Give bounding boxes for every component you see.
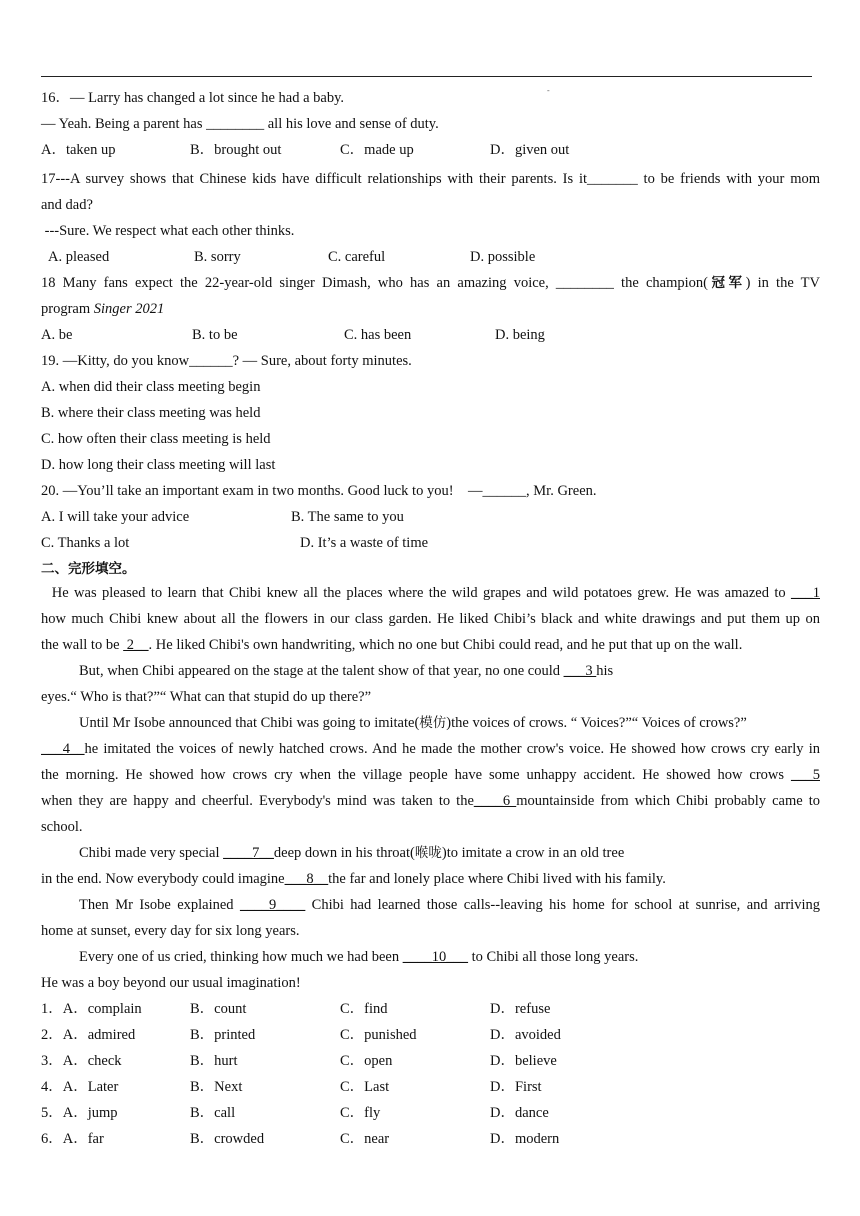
- passage-p2-line1: But, when Chibi appeared on the stage at the talent show of that year, no one could ___3 his: [79, 663, 614, 679]
- q17-stem-line2: and dad?: [41, 197, 93, 213]
- cloze-4-option-c: C．Last: [340, 1079, 390, 1095]
- q16-option-b: B．brought out: [190, 142, 282, 158]
- cloze-6-option-a: 6．A．far: [41, 1131, 104, 1147]
- cloze-1-option-d: D．refuse: [490, 1001, 551, 1017]
- q18-option-b: B. to be: [192, 327, 238, 343]
- cloze-4-option-a: 4．A．Later: [41, 1079, 119, 1095]
- cloze-2-option-b: B．printed: [190, 1027, 256, 1043]
- blank-4: ___4__: [41, 741, 85, 757]
- cloze-1-option-b: B．count: [190, 1001, 247, 1017]
- passage-p1-line2: how much Chibi knew about all the flowers in our class garden. He liked Chibi’s black and white drawings and put them up on: [41, 611, 820, 627]
- cloze-3-option-c: C．open: [340, 1053, 393, 1069]
- cloze-5-option-d: D．dance: [490, 1105, 549, 1121]
- cloze-3-option-b: B．hurt: [190, 1053, 238, 1069]
- q20-option-a: A. I will take your advice: [41, 509, 190, 525]
- cloze-2-option-a: 2．A．admired: [41, 1027, 136, 1043]
- q18-stem-line1: 18 Many fans expect the 22-year-old singer Dimash, who has an amazing voice, ________ the champion(冠军) in the TV: [41, 275, 820, 291]
- q16-stem: 16．— Larry has changed a lot since he had a baby.: [41, 90, 345, 106]
- q20-option-d: D. It’s a waste of time: [300, 535, 429, 551]
- passage-p1-line3: the wall to be 2__. He liked Chibi's own handwriting, which no one but Chibi could read, and he put that up on the wall.: [41, 637, 743, 653]
- passage-p3-line1: Until Mr Isobe announced that Chibi was going to imitate(模仿)the voices of crows. “ Voices?”“ Voices of crows?”: [79, 715, 747, 731]
- passage-p1-line1: He was pleased to learn that Chibi knew all the places where the wild grapes and wild potatoes grew. He was amazed to ___1: [41, 585, 820, 601]
- q16-option-c: C．made up: [340, 142, 414, 158]
- header-tick: -: [547, 86, 550, 95]
- cloze-5-option-a: 5．A．jump: [41, 1105, 118, 1121]
- q16-option-d: D．given out: [490, 142, 570, 158]
- q19-stem: 19. —Kitty, do you know______? — Sure, about forty minutes.: [41, 353, 412, 369]
- q17-option-d: D. possible: [470, 249, 536, 265]
- blank-2: 2__: [123, 637, 149, 653]
- passage-p6-line2: He was a boy beyond our usual imagination!: [41, 975, 301, 991]
- q18-stem-line2: program Singer 2021: [41, 301, 165, 317]
- cloze-1-option-c: C．find: [340, 1001, 388, 1017]
- cloze-6-option-d: D．modern: [490, 1131, 560, 1147]
- passage-p5-line1: Then Mr Isobe explained ____9____ Chibi had learned those calls--leaving his home for school at sunrise, and arriving: [79, 897, 820, 913]
- q17-option-a: A. pleased: [48, 249, 110, 265]
- passage-p3-line5: school.: [41, 819, 83, 835]
- q17-reply: ---Sure. We respect what each other thinks.: [41, 223, 295, 239]
- q20-option-c: C. Thanks a lot: [41, 535, 130, 551]
- q18-option-c: C. has been: [344, 327, 412, 343]
- passage-p4-line1: Chibi made very special ____7__deep down in his throat(喉咙)to imitate a crow in an old tree: [79, 845, 625, 861]
- blank-5: ___5: [791, 767, 820, 783]
- q20-option-b: B. The same to you: [291, 509, 404, 525]
- cloze-6-option-c: C．near: [340, 1131, 390, 1147]
- cloze-4-option-b: B．Next: [190, 1079, 243, 1095]
- passage-p3-line3: the morning. He showed how crows cry when the village people have some unhappy accident. He showed how crows ___5: [41, 767, 820, 783]
- cloze-2-option-d: D．avoided: [490, 1027, 561, 1043]
- gloss-throat: 喉咙: [414, 845, 442, 861]
- cloze-3-option-d: D．believe: [490, 1053, 557, 1069]
- blank-7: ____7__: [223, 845, 274, 861]
- blank-10: ____10___: [402, 949, 468, 965]
- q19-option-a: A. when did their class meeting begin: [41, 379, 261, 395]
- section-heading: 二、完形填空。: [41, 561, 136, 577]
- q20-stem: 20. —You’ll take an important exam in two months. Good luck to you! —______, Mr. Green.: [41, 483, 597, 499]
- q19-option-b: B. where their class meeting was held: [41, 405, 261, 421]
- passage-p3-line2: ___4__he imitated the voices of newly hatched crows. And he made the mother crow's voice. He showed how crows cry early in: [41, 741, 820, 757]
- passage-p2-line2: eyes.“ Who is that?”“ What can that stupid do up there?”: [41, 689, 372, 705]
- blank-6: ____6: [473, 793, 517, 809]
- gloss-imitate: 模仿: [419, 715, 447, 731]
- q18-option-a: A. be: [41, 327, 73, 343]
- blank-1: ___1: [791, 585, 820, 601]
- cloze-5-option-c: C．fly: [340, 1105, 381, 1121]
- passage-p4-line2: in the end. Now everybody could imagine___8__the far and lonely place where Chibi lived with his family.: [41, 871, 666, 887]
- cloze-2-option-c: C．punished: [340, 1027, 417, 1043]
- q18-program-name: Singer 2021: [93, 301, 165, 317]
- q16-option-a: A．taken up: [41, 142, 116, 158]
- q17-option-b: B. sorry: [194, 249, 241, 265]
- cloze-5-option-b: B．call: [190, 1105, 236, 1121]
- q18-gloss-champion: 冠军: [707, 275, 746, 291]
- cloze-4-option-d: D．First: [490, 1079, 542, 1095]
- blank-9: ____9____: [239, 897, 306, 913]
- passage-p3-line4: when they are happy and cheerful. Everybody's mind was taken to the____6 mountainside from which Chibi probably came to: [41, 793, 820, 809]
- cloze-6-option-b: B．crowded: [190, 1131, 265, 1147]
- q17-option-c: C. careful: [328, 249, 386, 265]
- cloze-1-option-a: 1．A．complain: [41, 1001, 142, 1017]
- q18-option-d: D. being: [495, 327, 545, 343]
- passage-p6-line1: Every one of us cried, thinking how much we had been ____10___ to Chibi all those long years.: [79, 949, 639, 965]
- blank-8: ___8__: [284, 871, 329, 887]
- header-rule: [41, 76, 812, 77]
- q17-stem-line1: 17---A survey shows that Chinese kids have difficult relationships with their parents. Is it_______ to be friends with your mom: [41, 171, 820, 187]
- passage-p5-line2: home at sunset, every day for six long years.: [41, 923, 300, 939]
- q19-option-c: C. how often their class meeting is held: [41, 431, 271, 447]
- q16-reply: — Yeah. Being a parent has ________ all his love and sense of duty.: [41, 116, 439, 132]
- blank-3: ___3: [563, 663, 597, 679]
- q19-option-d: D. how long their class meeting will last: [41, 457, 276, 473]
- cloze-3-option-a: 3．A．check: [41, 1053, 122, 1069]
